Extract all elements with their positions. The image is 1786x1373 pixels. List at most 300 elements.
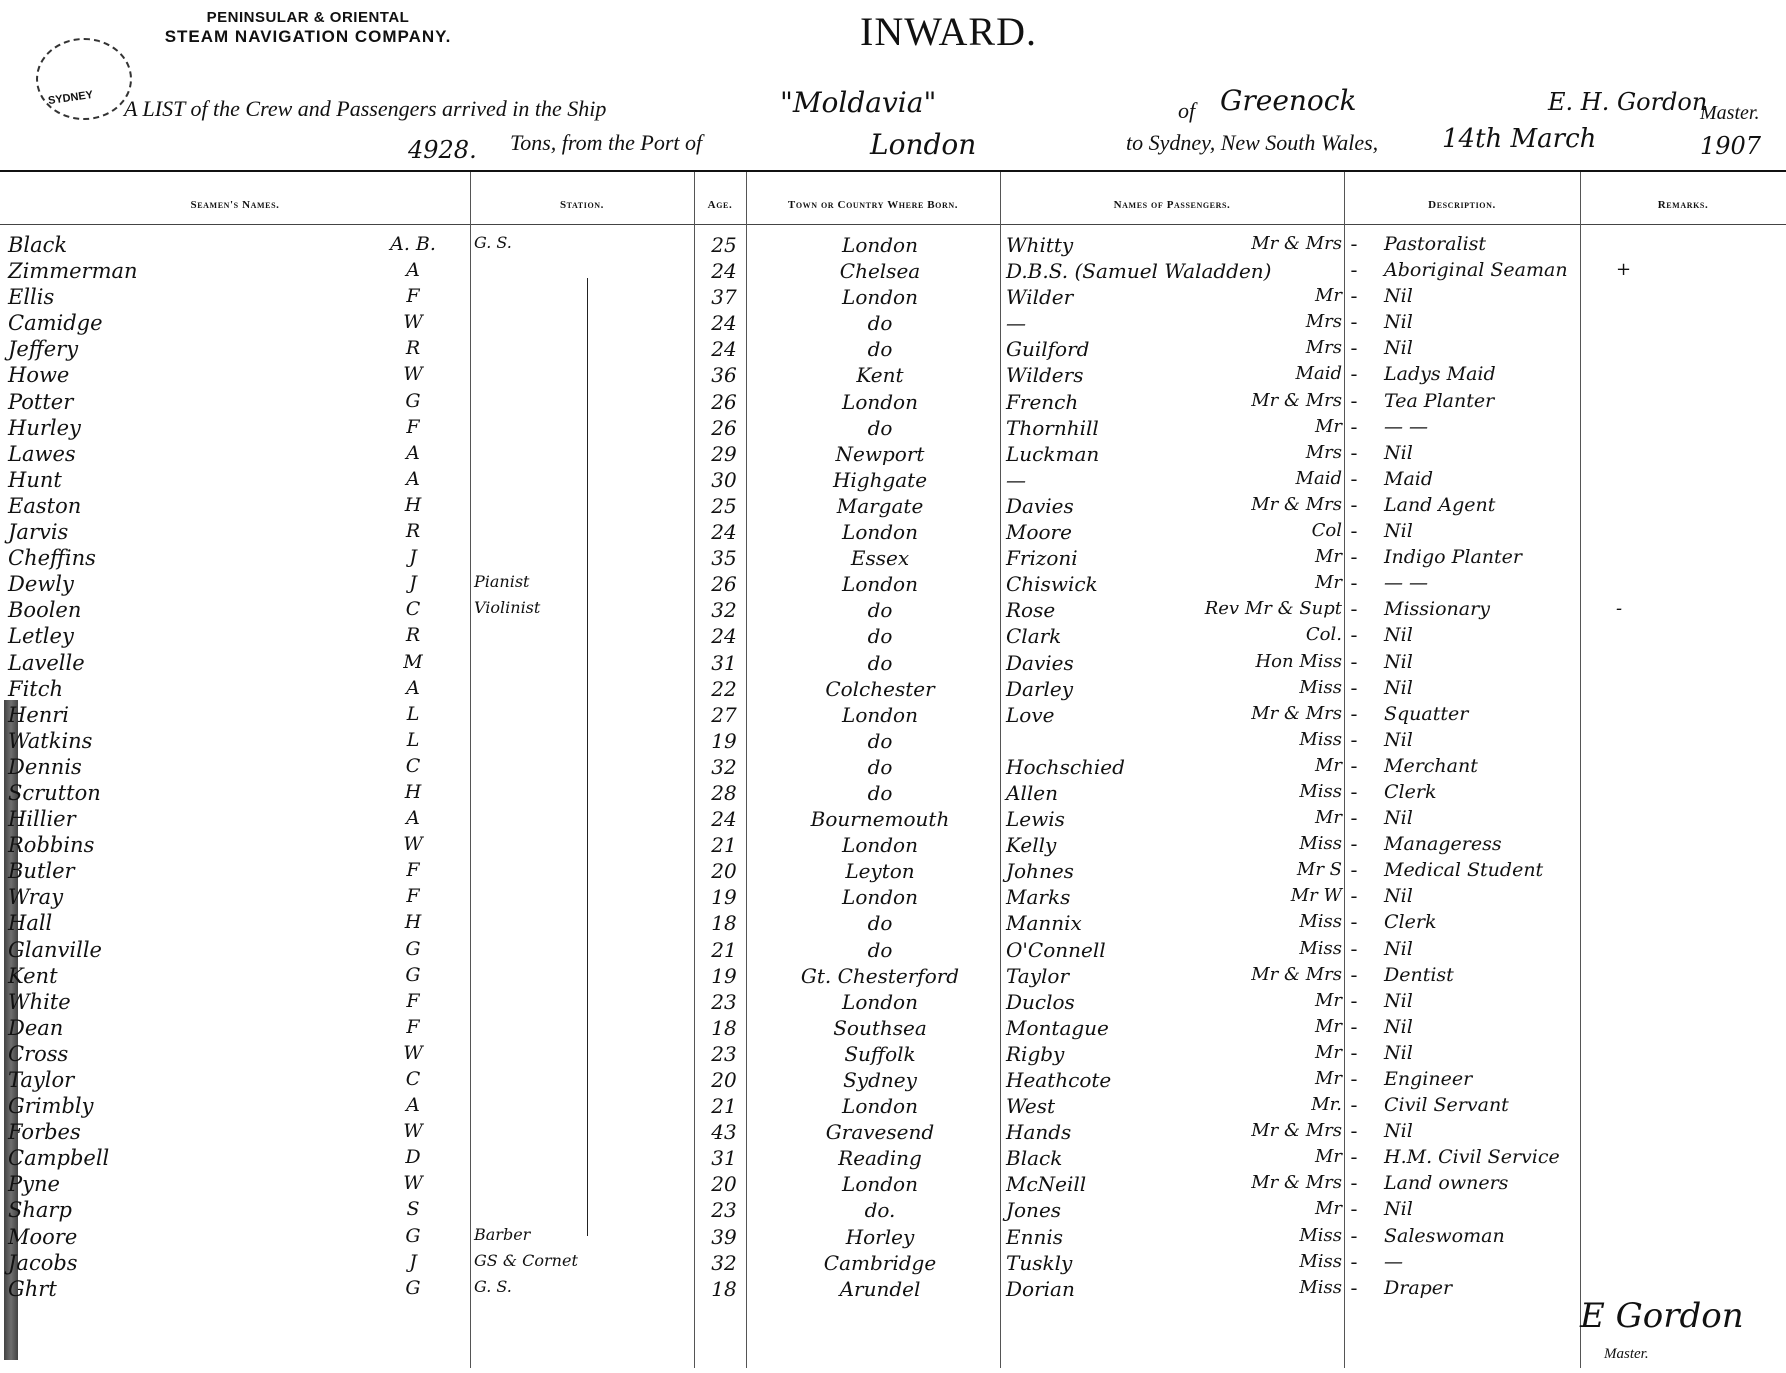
- passenger-description: Nil: [1384, 937, 1413, 960]
- passenger-description: Nil: [1384, 676, 1413, 699]
- table-row: [0, 415, 1786, 441]
- col-seamen-names: Seamen's Names.: [190, 199, 280, 211]
- age: 25: [711, 493, 737, 518]
- seaman-rating: H: [404, 493, 422, 516]
- age: 19: [711, 885, 737, 910]
- passenger-description: Tea Planter: [1384, 389, 1495, 412]
- tons-text: Tons, from the Port of: [510, 130, 703, 155]
- passenger-description: Nil: [1384, 989, 1413, 1012]
- seaman-rating: G: [405, 963, 421, 986]
- header-rule-bottom: [0, 224, 1786, 225]
- seaman-rating: F: [406, 1015, 420, 1038]
- ditto-dash: -: [1350, 285, 1358, 308]
- passenger-name: McNeill: [1006, 1172, 1087, 1197]
- seaman-rating: J: [409, 572, 417, 595]
- passenger-title: Mr & Mrs: [1251, 1172, 1342, 1194]
- seaman-rating: R: [405, 337, 421, 360]
- passenger-description: — —: [1384, 572, 1429, 595]
- passenger-name: Hochschied: [1006, 754, 1125, 779]
- birthplace: do: [867, 337, 893, 362]
- passenger-name: Allen: [1006, 780, 1058, 805]
- table-row: [0, 571, 1786, 597]
- ditto-dash: -: [1350, 911, 1358, 934]
- ditto-dash: -: [1350, 624, 1358, 647]
- passenger-name: Mannix: [1006, 911, 1082, 936]
- ditto-dash: -: [1350, 493, 1358, 516]
- ditto-dash: -: [1350, 1041, 1358, 1064]
- passenger-name: Duclos: [1006, 989, 1075, 1014]
- age: 26: [711, 572, 737, 597]
- birthplace: Margate: [836, 493, 924, 518]
- age: 24: [711, 520, 737, 545]
- table-row: [0, 832, 1786, 858]
- passenger-description: Nil: [1384, 1120, 1413, 1143]
- birthplace: Reading: [838, 1146, 922, 1171]
- passenger-name: Moore: [1006, 520, 1072, 545]
- ditto-dash: -: [1350, 337, 1358, 360]
- table-row: [0, 493, 1786, 519]
- seaman-rating: F: [406, 415, 420, 438]
- birthplace: do: [867, 754, 893, 779]
- passenger-name: —: [1006, 467, 1026, 492]
- passenger-title: Mr: [1314, 1015, 1342, 1037]
- age: 39: [711, 1224, 737, 1249]
- passenger-name: Montague: [1006, 1015, 1109, 1040]
- col-passenger-names: Names of Passengers.: [1113, 199, 1231, 211]
- table-row: [0, 728, 1786, 754]
- passenger-name: West: [1006, 1094, 1056, 1119]
- passenger-title: Mr: [1314, 807, 1342, 829]
- passenger-name: Thornhill: [1006, 415, 1099, 440]
- table-row: [0, 1197, 1786, 1223]
- remark: -: [1616, 598, 1623, 620]
- seaman-name: Ghrt: [8, 1276, 57, 1301]
- seaman-name: Boolen: [8, 598, 82, 623]
- passenger-title: Mr: [1314, 1041, 1342, 1063]
- ditto-dash: -: [1350, 363, 1358, 386]
- seaman-rating: A: [406, 467, 420, 490]
- passenger-description: Medical Student: [1384, 859, 1544, 882]
- age: 19: [711, 963, 737, 988]
- birthplace: London: [842, 572, 918, 597]
- passenger-description: Draper: [1384, 1276, 1453, 1299]
- birthplace: Chelsea: [839, 259, 921, 284]
- passenger-title: Col: [1311, 520, 1342, 542]
- passenger-title: Mr: [1314, 1198, 1342, 1220]
- of-label: of: [1178, 98, 1196, 123]
- ditto-dash: -: [1350, 1224, 1358, 1247]
- ditto-dash: -: [1350, 311, 1358, 334]
- age: 18: [711, 1015, 737, 1040]
- passenger-description: Aboriginal Seaman: [1384, 259, 1568, 282]
- passenger-title: Maid: [1295, 467, 1342, 489]
- seaman-rating: A: [406, 441, 420, 464]
- passenger-name: Rigby: [1006, 1041, 1065, 1066]
- age: 23: [711, 989, 737, 1014]
- table-row: [0, 284, 1786, 310]
- birthplace: Colchester: [825, 676, 935, 701]
- ditto-dash: -: [1350, 754, 1358, 777]
- seaman-rating: W: [403, 833, 423, 856]
- passenger-title: Miss: [1299, 1224, 1342, 1246]
- ditto-dash: -: [1350, 572, 1358, 595]
- seaman-rating: F: [406, 859, 420, 882]
- seaman-name: Henri: [8, 702, 70, 727]
- passenger-title: Miss: [1299, 728, 1342, 750]
- passenger-name: Taylor: [1006, 963, 1070, 988]
- passenger-title: Mr W: [1290, 885, 1342, 907]
- passenger-name: Rose: [1006, 598, 1056, 623]
- seaman-name: Pyne: [8, 1172, 60, 1197]
- seaman-rating: F: [406, 989, 420, 1012]
- passenger-title: Mr: [1314, 754, 1342, 776]
- age: 23: [711, 1041, 737, 1066]
- seaman-rating: H: [404, 780, 422, 803]
- ditto-dash: -: [1350, 441, 1358, 464]
- age: 27: [711, 702, 737, 727]
- age: 20: [711, 859, 737, 884]
- passenger-name: French: [1006, 389, 1079, 414]
- col-description: Description.: [1428, 199, 1496, 211]
- age: 32: [711, 1250, 737, 1275]
- seaman-rating: L: [406, 728, 420, 751]
- passenger-name: Black: [1006, 1146, 1063, 1171]
- table-row: [0, 336, 1786, 362]
- seaman-name: Hunt: [8, 467, 62, 492]
- passenger-title: Mr & Mrs: [1251, 963, 1342, 985]
- seaman-name: Robbins: [8, 833, 95, 858]
- passenger-description: Saleswoman: [1384, 1224, 1505, 1247]
- table-row: [0, 1119, 1786, 1145]
- seaman-rating: A: [406, 259, 420, 282]
- passenger-title: Rev Mr & Supt: [1204, 598, 1342, 620]
- ditto-dash: -: [1350, 1172, 1358, 1195]
- col-age: Age.: [707, 199, 733, 211]
- seaman-rating: H: [404, 911, 422, 934]
- from-port: London: [870, 128, 977, 161]
- master-signature: E Gordon: [1580, 1296, 1744, 1336]
- ditto-dash: -: [1350, 1015, 1358, 1038]
- age: 28: [711, 780, 737, 805]
- seaman-rating: M: [403, 650, 423, 673]
- passenger-description: Squatter: [1384, 702, 1469, 725]
- passenger-name: Davies: [1006, 650, 1074, 675]
- age: 31: [711, 650, 737, 675]
- passenger-description: Nil: [1384, 441, 1413, 464]
- birthplace: Gt. Chesterford: [800, 963, 960, 988]
- company-name: [118, 8, 498, 46]
- passenger-title: Miss: [1299, 1250, 1342, 1272]
- birthplace: do: [867, 911, 893, 936]
- passenger-description: Ladys Maid: [1384, 363, 1496, 386]
- ditto-dash: -: [1350, 676, 1358, 699]
- seaman-name: Taylor: [8, 1068, 75, 1092]
- passenger-title: Mr: [1314, 1068, 1342, 1089]
- birthplace: Cambridge: [823, 1250, 937, 1275]
- table-row: [0, 963, 1786, 989]
- passenger-description: Nil: [1384, 311, 1413, 334]
- passenger-title: Mr: [1314, 1146, 1342, 1168]
- passenger-description: Engineer: [1384, 1068, 1473, 1090]
- passenger-title: Miss: [1299, 676, 1342, 698]
- age: 31: [711, 1146, 737, 1171]
- ditto-dash: -: [1350, 598, 1358, 621]
- passenger-name: Frizoni: [1006, 546, 1078, 571]
- passenger-description: Nil: [1384, 1198, 1413, 1221]
- seaman-name: Zimmerman: [8, 259, 138, 284]
- ditto-dash: -: [1350, 546, 1358, 569]
- ditto-dash: -: [1350, 233, 1358, 255]
- seaman-rating: R: [405, 624, 421, 647]
- table-row: [0, 1224, 1786, 1250]
- company-line2: STEAM NAVIGATION COMPANY.: [164, 27, 452, 46]
- birthplace: Kent: [856, 363, 904, 388]
- ditto-dash: -: [1350, 885, 1358, 908]
- seaman-rating: D: [405, 1146, 421, 1169]
- seaman-rating: G: [405, 1276, 421, 1299]
- passenger-title: Mr: [1314, 989, 1342, 1011]
- seaman-name: Hall: [8, 911, 53, 936]
- birthplace: London: [842, 702, 918, 727]
- station: Barber: [474, 1224, 531, 1244]
- home-port: Greenock: [1220, 84, 1357, 117]
- seaman-name: White: [8, 989, 71, 1014]
- passenger-title: Hon Miss: [1255, 650, 1342, 672]
- birthplace: Gravesend: [825, 1120, 935, 1145]
- ditto-dash: -: [1350, 415, 1358, 438]
- passenger-name: Hands: [1006, 1120, 1072, 1145]
- stamp-text: SYDNEY: [47, 88, 94, 108]
- passenger-title: Mr S: [1296, 859, 1342, 881]
- passenger-name: Whitty: [1006, 233, 1074, 257]
- ditto-dash: -: [1350, 1250, 1358, 1273]
- birthplace: do: [867, 728, 893, 753]
- table-row: [0, 519, 1786, 545]
- passenger-name: Lewis: [1006, 807, 1065, 832]
- passenger-description: Clerk: [1384, 911, 1437, 934]
- arrival-date: 14th March: [1442, 124, 1597, 154]
- seaman-rating: G: [405, 1224, 421, 1247]
- seaman-name: Glanville: [8, 937, 102, 962]
- birthplace: Horley: [845, 1224, 915, 1249]
- passenger-title: Mrs: [1305, 441, 1342, 463]
- table-row: [0, 884, 1786, 910]
- seaman-rating: W: [403, 1120, 423, 1143]
- seaman-name: Lavelle: [8, 650, 85, 675]
- table-row: [0, 676, 1786, 702]
- seaman-name: Jarvis: [8, 520, 69, 545]
- destination-text: to Sydney, New South Wales,: [1126, 130, 1379, 155]
- passenger-title: Col.: [1305, 624, 1342, 646]
- passenger-name: Wilder: [1006, 285, 1074, 310]
- passenger-description: Nil: [1384, 885, 1413, 908]
- seaman-name: Dean: [8, 1015, 64, 1040]
- table-row: [0, 1250, 1786, 1276]
- birthplace: Leyton: [845, 859, 915, 884]
- table-row: [0, 754, 1786, 780]
- passenger-name: Ennis: [1006, 1224, 1064, 1249]
- birthplace: Southsea: [833, 1015, 927, 1040]
- table-row: [0, 806, 1786, 832]
- birthplace: Bournemouth: [810, 807, 950, 832]
- passenger-name: Kelly: [1006, 833, 1057, 858]
- passenger-description: —: [1384, 1250, 1403, 1273]
- seaman-rating: J: [409, 546, 417, 569]
- seaman-rating: G: [405, 937, 421, 960]
- table-row: [0, 310, 1786, 336]
- birthplace: Newport: [835, 441, 925, 466]
- passenger-description: Nil: [1384, 1015, 1413, 1038]
- seaman-rating: J: [409, 1250, 417, 1273]
- birthplace: do: [867, 311, 893, 336]
- birthplace: London: [842, 520, 918, 545]
- ditto-dash: -: [1350, 963, 1358, 986]
- birthplace: do: [867, 780, 893, 805]
- seaman-name: Campbell: [8, 1146, 110, 1171]
- seaman-rating: G: [405, 389, 421, 412]
- ditto-dash: -: [1350, 807, 1358, 830]
- birthplace: do: [867, 650, 893, 675]
- seaman-name: Black: [8, 233, 68, 257]
- age: 24: [711, 311, 737, 336]
- birthplace: Essex: [850, 546, 910, 571]
- birthplace: Highgate: [832, 467, 928, 492]
- passenger-description: Nil: [1384, 624, 1413, 647]
- passenger-description: H.M. Civil Service: [1384, 1146, 1560, 1169]
- age: 20: [711, 1068, 737, 1092]
- ditto-dash: -: [1350, 1120, 1358, 1143]
- ditto-dash: -: [1350, 989, 1358, 1012]
- remark: +: [1616, 259, 1632, 281]
- seaman-name: Letley: [8, 624, 74, 649]
- ditto-dash: -: [1350, 259, 1358, 282]
- age: 32: [711, 598, 737, 623]
- station: G. S.: [474, 233, 512, 252]
- passenger-title: Mr.: [1311, 1094, 1342, 1116]
- passenger-name: Heathcote: [1006, 1068, 1112, 1092]
- birthplace: London: [842, 1094, 918, 1119]
- age: 18: [711, 911, 737, 936]
- postal-stamp: [36, 38, 132, 120]
- seaman-name: Watkins: [8, 728, 93, 753]
- ditto-dash: -: [1350, 1198, 1358, 1221]
- company-line1: PENINSULAR & ORIENTAL: [206, 9, 410, 26]
- table-row: [0, 1145, 1786, 1171]
- table-row: [0, 1093, 1786, 1119]
- seaman-name: Kent: [8, 963, 58, 988]
- passenger-name: O'Connell: [1006, 937, 1106, 962]
- tonnage: 4928.: [408, 136, 477, 164]
- passenger-name: Darley: [1006, 676, 1074, 701]
- table-row: [0, 1015, 1786, 1041]
- seaman-rating: F: [406, 285, 420, 308]
- passenger-description: Indigo Planter: [1384, 546, 1523, 569]
- passenger-title: Mr: [1314, 572, 1342, 594]
- seaman-name: Sharp: [8, 1198, 72, 1223]
- passenger-name: Wilders: [1006, 363, 1084, 388]
- age: 43: [711, 1120, 737, 1145]
- passenger-description: Manageress: [1384, 833, 1502, 856]
- passenger-title: Mr & Mrs: [1251, 389, 1342, 411]
- table-row: [0, 650, 1786, 676]
- seaman-rating: C: [405, 598, 421, 621]
- birthplace: do: [867, 624, 893, 649]
- passenger-description: Maid: [1384, 467, 1434, 490]
- age: 18: [711, 1276, 737, 1301]
- age: 30: [711, 467, 737, 492]
- seaman-rating: L: [406, 702, 420, 725]
- ditto-dash: -: [1350, 780, 1358, 803]
- passenger-name: Tuskly: [1006, 1250, 1073, 1275]
- age: 36: [711, 363, 737, 388]
- passenger-description: Pastoralist: [1384, 233, 1487, 255]
- passenger-title: Miss: [1299, 937, 1342, 959]
- seaman-name: Hurley: [8, 415, 81, 440]
- age: 23: [711, 1198, 737, 1223]
- passenger-description: Nil: [1384, 650, 1413, 673]
- seaman-rating: A: [406, 1094, 420, 1117]
- seaman-name: Hillier: [8, 807, 76, 832]
- passenger-title: Mrs: [1305, 311, 1342, 333]
- arrival-year: 1907: [1700, 132, 1762, 160]
- birthplace: do.: [864, 1198, 896, 1223]
- passenger-description: — —: [1384, 415, 1429, 438]
- age: 24: [711, 624, 737, 649]
- seaman-rating: W: [403, 1041, 423, 1064]
- age: 21: [711, 1094, 737, 1119]
- station: GS & Cornet: [474, 1250, 578, 1270]
- table-row: [0, 623, 1786, 649]
- station: G. S.: [474, 1276, 512, 1296]
- passenger-description: Nil: [1384, 337, 1413, 360]
- seaman-name: Cross: [8, 1041, 69, 1066]
- seaman-rating: W: [403, 1172, 423, 1195]
- table-row: [0, 362, 1786, 388]
- passenger-description: Clerk: [1384, 780, 1437, 803]
- age: 37: [711, 285, 737, 310]
- table-row: [0, 545, 1786, 571]
- master-label: Master.: [1700, 102, 1760, 124]
- age: 32: [711, 754, 737, 779]
- passenger-description: Civil Servant: [1384, 1094, 1509, 1117]
- seaman-name: Fitch: [8, 676, 64, 701]
- table-row: [0, 1276, 1786, 1302]
- birthplace: Arundel: [839, 1276, 921, 1301]
- ditto-dash: -: [1350, 1276, 1358, 1299]
- passenger-description: Dentist: [1384, 963, 1454, 986]
- passenger-name: Luckman: [1006, 441, 1100, 466]
- age: 35: [711, 546, 737, 571]
- passenger-description: Nil: [1384, 1041, 1413, 1064]
- birthplace: do: [867, 415, 893, 440]
- seaman-rating: A: [406, 676, 420, 699]
- col-town-born: Town or Country Where Born.: [787, 199, 959, 211]
- seaman-name: Moore: [8, 1224, 78, 1249]
- birthplace: London: [842, 285, 918, 310]
- age: 20: [711, 1172, 737, 1197]
- passenger-title: Mr & Mrs: [1251, 493, 1342, 515]
- seaman-name: Scrutton: [8, 780, 101, 805]
- table-row: [0, 441, 1786, 467]
- seaman-name: Easton: [8, 493, 82, 518]
- passenger-name: —: [1006, 311, 1026, 336]
- seaman-name: Cheffins: [8, 546, 96, 571]
- ship-name: "Moldavia": [780, 86, 937, 119]
- col-remarks: Remarks.: [1657, 199, 1709, 211]
- passenger-title: Mr & Mrs: [1251, 1120, 1342, 1142]
- passenger-title: Maid: [1295, 363, 1342, 385]
- table-row: [0, 937, 1786, 963]
